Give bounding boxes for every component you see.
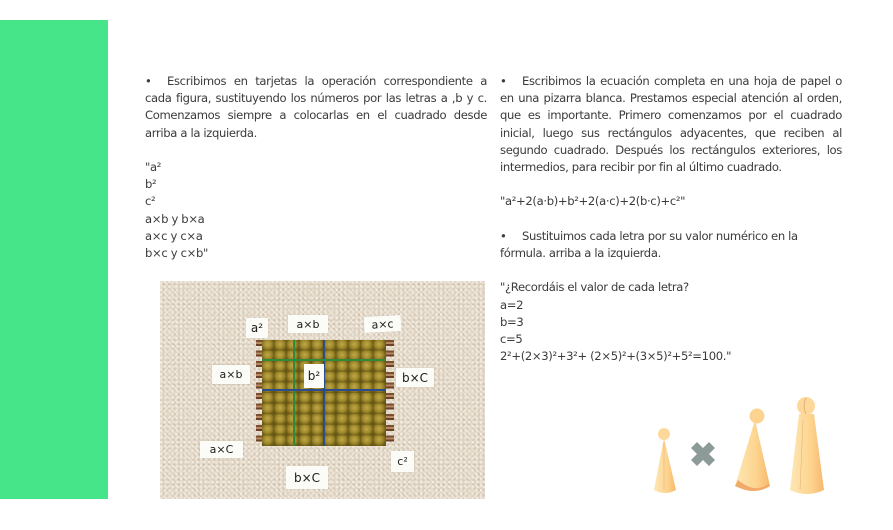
list-line-a2: "a² xyxy=(145,160,162,174)
right-paragraph-1 xyxy=(500,73,842,176)
left-paragraph-text: Escribimos en tarjetas la operación correspondiente a cada figura, sustituyendo los números por las letras a ,b y c. Comenzamos siempre a colocarlas en el cuadrado desde arriba a la izquierda. xyxy=(145,74,487,140)
right-paragraph-1-text: Escribimos la ecuación completa en una hoja de papel o en una pizarra blanca. Prestamos especial atención al orden, que es importante. Primero comenzamos por el cuadrado inicial, luego sus rectángulos adyacentes, que reciben al segundo cuadrado. Después los rectángulos exteriores, los intermedios, para recibir por fin al último cuadrado. xyxy=(500,74,842,175)
right-paragraph-2-text: Sustituimos cada letra por su valor numérico en la fórmula. arriba a la izquierda. xyxy=(500,228,798,260)
value-a: a=2 xyxy=(500,297,524,312)
green-band-vertical xyxy=(293,340,295,446)
blue-band-vertical xyxy=(323,340,325,446)
multiply-sign-icon xyxy=(691,442,715,466)
bead-square xyxy=(258,340,390,446)
blue-band-horizontal xyxy=(262,389,386,391)
accent-green-bar xyxy=(0,20,108,499)
question-line: "¿Recordáis el valor de cada letra? xyxy=(500,280,689,295)
bead-square-photo xyxy=(160,281,485,499)
tall-pawn-icon xyxy=(790,397,824,494)
card-b-times-c-right: b×C xyxy=(396,368,434,387)
small-pawn-icon xyxy=(654,428,676,493)
card-b-times-c-bottom: b×C xyxy=(286,466,328,489)
value-b: b=3 xyxy=(500,314,524,329)
right-paragraph-2 xyxy=(500,228,842,262)
list-line-bxc: b×c y c×b" xyxy=(145,246,208,261)
game-pieces-multiplication-icon xyxy=(640,390,840,505)
card-c-squared: c² xyxy=(391,451,414,472)
left-column xyxy=(145,73,487,262)
bullet-icon: • xyxy=(500,228,507,243)
bullet-icon: • xyxy=(500,74,507,88)
card-a-times-b-left: a×b xyxy=(212,365,250,384)
medium-pawn-icon xyxy=(735,409,770,492)
bullet-icon: • xyxy=(145,74,152,88)
result-equation: 2²+(2×3)²+3²+ (2×5)²+(3×5)²+5²=100." xyxy=(500,349,732,364)
list-line-b2: b² xyxy=(145,177,157,192)
card-a-times-b-top: a×b xyxy=(288,315,328,333)
card-b-squared: b² xyxy=(304,364,324,388)
bead-wire-right xyxy=(386,340,394,446)
right-column xyxy=(500,73,842,365)
card-a-squared: a² xyxy=(246,318,268,338)
value-c: c=5 xyxy=(500,332,523,346)
formula: "a²+2(a·b)+b²+2(a·c)+2(b·c)+c²" xyxy=(500,194,686,209)
green-band-horizontal xyxy=(262,359,386,361)
card-a-times-c-bottom: a×C xyxy=(200,441,243,458)
card-a-times-c-top: a×c xyxy=(364,315,402,333)
left-paragraph xyxy=(145,73,487,142)
list-line-c2: c² xyxy=(145,194,156,209)
list-line-axc: a×c y c×a xyxy=(145,228,203,243)
list-line-axb: a×b y b×a xyxy=(145,211,205,226)
